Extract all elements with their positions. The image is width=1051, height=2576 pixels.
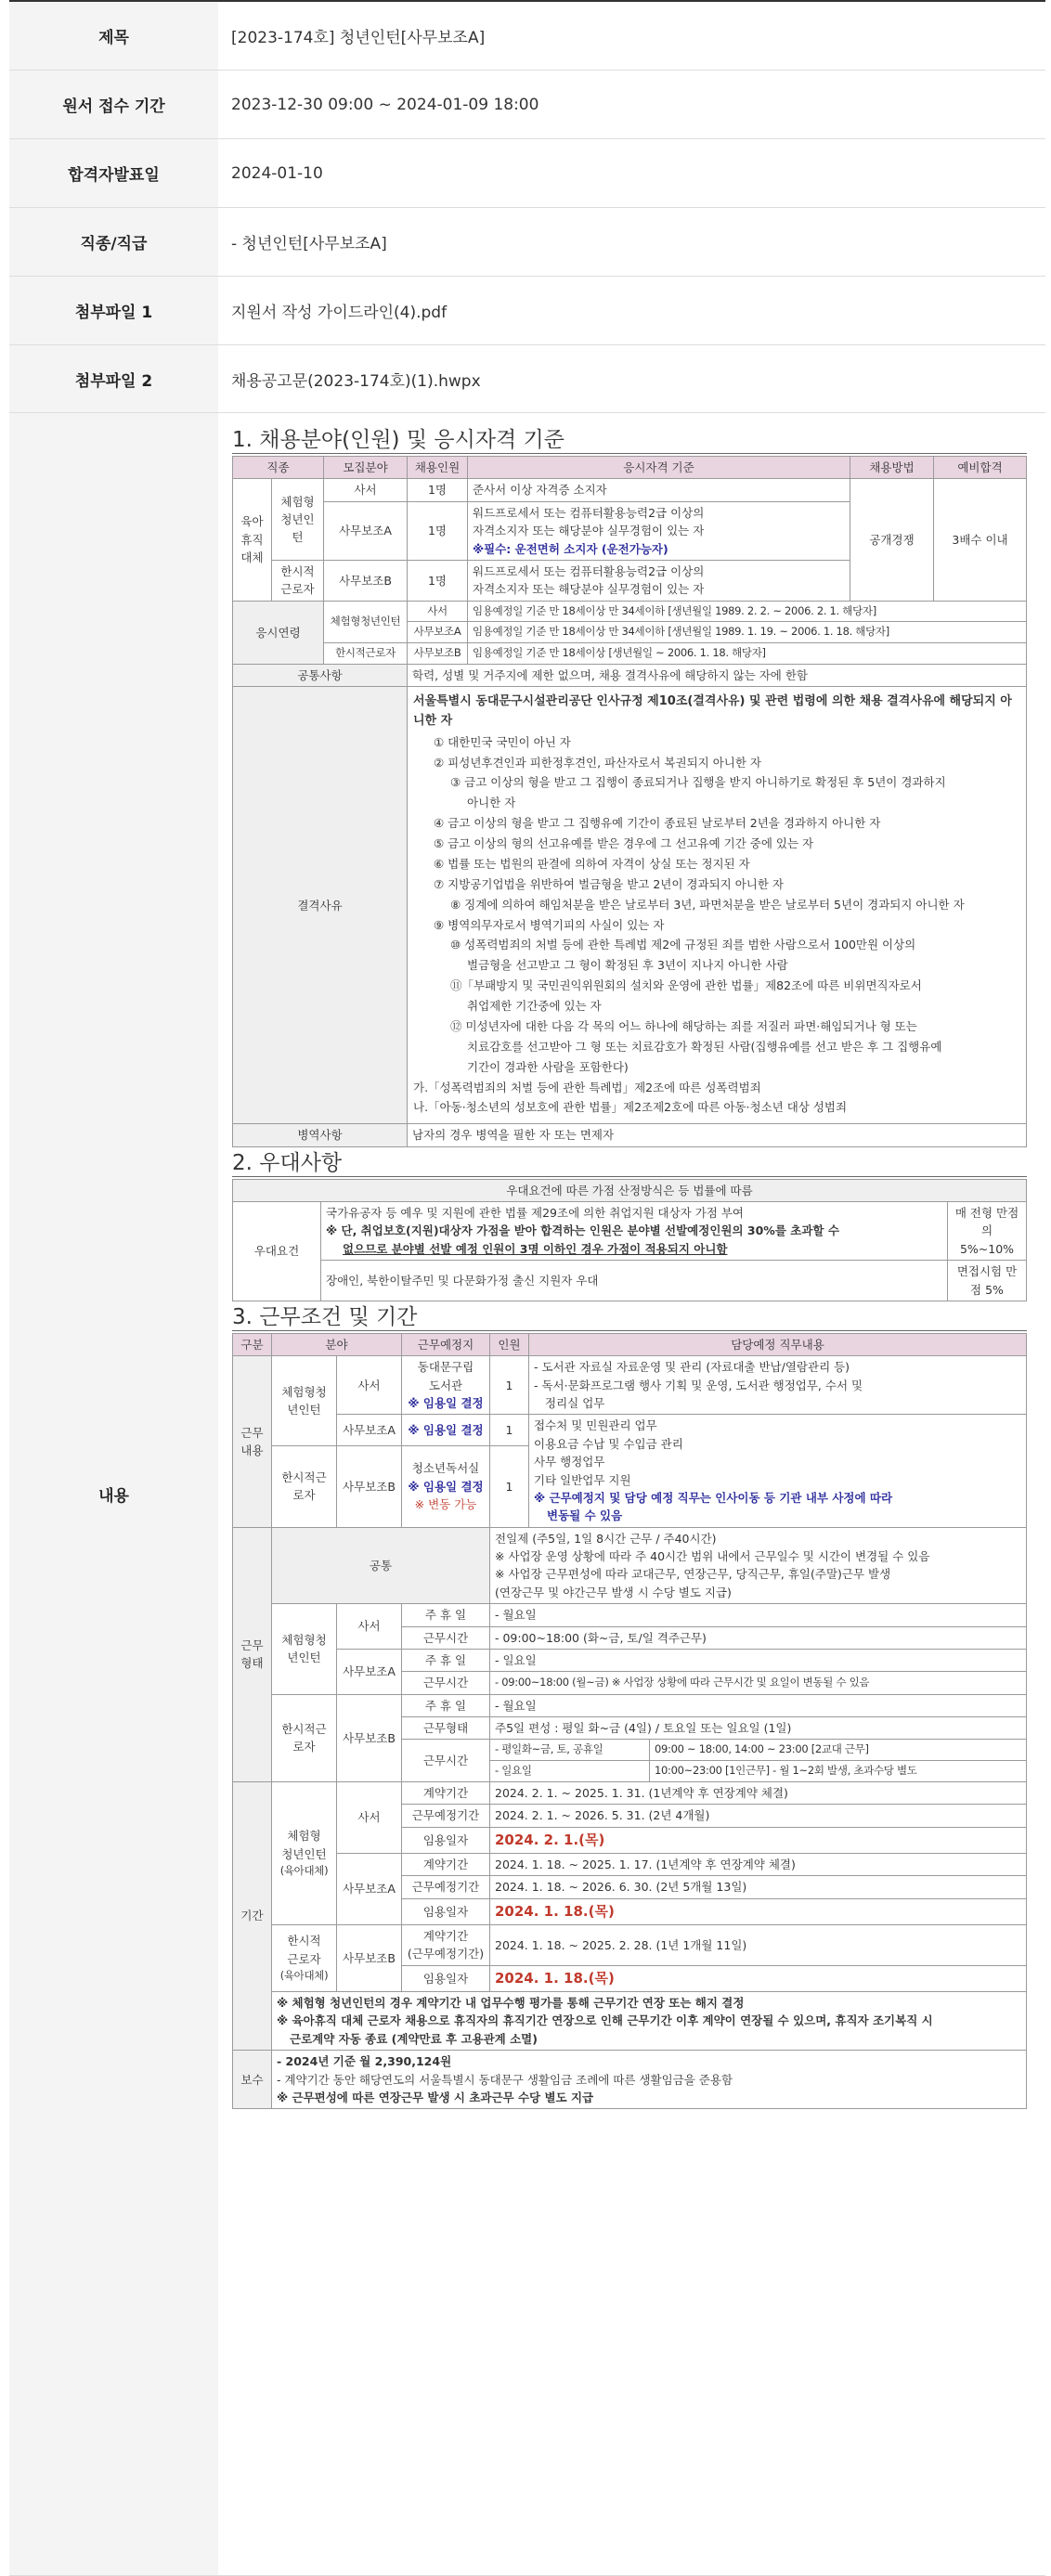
row-content [9, 413, 1045, 2576]
work-place-librarian-1: 동대문구립 [417, 1360, 474, 1375]
period-category-intern-1: 체험형 [287, 1829, 321, 1844]
form-category-intern: 체험형청년인턴 [272, 1604, 337, 1695]
period-field-office-a: 사무보조A [337, 1854, 402, 1925]
military-row [233, 1124, 1027, 1146]
period-office-b-contract-label-2: (근무예정기간) [407, 1947, 485, 1961]
work-category-intern: 체험형청년인턴 [272, 1356, 337, 1446]
qual-librarian: 준사서 이상 자격증 소지자 [468, 479, 850, 501]
period-office-b-contract-label [402, 1925, 490, 1966]
recruit-method: 공개경쟁 [850, 479, 934, 601]
work-duty-librarian-1: - 도서관 자료실 자료운영 및 관리 (자료대출 반납/열람관리 등) [534, 1360, 850, 1375]
count-librarian: 1명 [408, 479, 468, 501]
age-field-office-b: 사무보조B [408, 643, 468, 665]
period-note-2: ※ 육아휴직 대체 근로자 채용으로 휴직자의 휴직기간 연장으로 인해 근무기간 이후 계약이 연장될 수 있으며, 휴직자 조기복직 시 [277, 2013, 933, 2028]
period-field-librarian: 사서 [337, 1782, 402, 1854]
recruitment-header-row [233, 457, 1027, 479]
form-office-b-form-label: 근무형태 [402, 1717, 490, 1740]
row-attachment-2 [9, 345, 1045, 413]
age-office-a: 임용예정일 기준 만 18세이상 만 34세이하 [생년월일 1989. 1. 19. ~ 2006. 1. 18. 해당자] [468, 622, 1027, 643]
age-row-office-b [233, 643, 1027, 665]
work-place-office-b-1: 청소년독서실 [411, 1461, 480, 1476]
attachment-1-label: 첨부파일 1 [9, 277, 218, 344]
preference-label: 우대요건 [233, 1202, 321, 1301]
period-librarian-start: 2024. 2. 1.(목) [490, 1827, 1027, 1853]
recruitment-table [232, 456, 1027, 1147]
work-place-librarian-3: ※ 임용일 결정 [408, 1396, 484, 1411]
pay-content [272, 2051, 1027, 2109]
work-count-office-b: 1 [490, 1446, 529, 1527]
form-office-b-holiday: - 월요일 [490, 1694, 1027, 1716]
work-count-librarian: 1 [490, 1356, 529, 1415]
period-category-temp-2: 근로자 [287, 1951, 321, 1966]
period-label: 기간 [233, 1782, 272, 2051]
military-label: 병역사항 [233, 1124, 408, 1146]
disqualification-item: ④ 금고 이상의 형을 받고 그 집행유예 기간이 종료된 날로부터 2년을 경과하지 아니한 자 [434, 816, 881, 831]
period-librarian-wperiod-label: 근무예정기간 [402, 1805, 490, 1827]
military-text: 남자의 경우 병역을 필한 자 또는 면제자 [408, 1124, 1027, 1146]
disqualification-item: 나.「아동·청소년의 성보호에 관한 법률」제2조제2호에 따른 아동·청소년 대상 성범죄 [413, 1100, 848, 1115]
form-row-office-a-holiday [233, 1649, 1027, 1671]
work-header-division: 구분 [233, 1333, 272, 1355]
period-office-b-contract: 2024. 1. 18. ~ 2025. 2. 28. (1년 1개월 11일) [490, 1925, 1027, 1966]
form-office-b-time-label: 근무시간 [402, 1740, 490, 1782]
work-content-label: 근무내용 [233, 1356, 272, 1527]
form-office-a-time: - 09:00~18:00 (월~금) ※ 사업장 상황에 따라 근무시간 및 요일이 변동될 수 있음 [490, 1672, 1027, 1694]
field-office-b: 사무보조B [324, 560, 408, 601]
pay-label: 보수 [233, 2051, 272, 2109]
count-office-a: 1명 [408, 501, 468, 560]
preference-veterans-note: ※ 단, 취업보호(지원)대상자 가점을 받아 합격하는 인원은 분야별 선발예정인원의 30%를 초과할 수 [326, 1223, 839, 1238]
qual-office-b-line1: 워드프로세서 또는 컴퓨터활용능력2급 이상의 [473, 563, 705, 578]
disqualification-item: ⑧ 징계에 의하여 해임처분을 받은 날로부터 3년, 파면처분을 받은 날로부터 5년이 경과되지 아니한 자 [450, 897, 965, 912]
form-office-b-form: 주5일 편성 : 평일 화~금 (4일) / 토요일 또는 일요일 (1일) [490, 1717, 1027, 1740]
disqualification-item: ⑦ 지방공기업법을 위반하여 벌금형을 받고 2년이 경과되지 아니한 자 [434, 876, 784, 891]
form-office-b-time1-days: - 평일화~금, 토, 공휴일 [490, 1740, 650, 1761]
header-qualification: 응시자격 기준 [468, 457, 850, 479]
qual-office-a-required: ※필수: 운전면허 소지자 (운전가능자) [473, 541, 668, 556]
period-category-temp-3: (육아대체) [279, 1969, 329, 1983]
period-librarian-wperiod: 2024. 2. 1. ~ 2026. 5. 31. (2년 4개월) [490, 1805, 1027, 1827]
attachment-1-link[interactable]: 지원서 작성 가이드라인(4).pdf [231, 304, 448, 322]
work-header-row [233, 1333, 1027, 1355]
disqualification-item: ⑫ 미성년자에 대한 다음 각 목의 어느 하나에 해당하는 죄를 저질러 파면·해임되거나 형 또는 [450, 1018, 917, 1033]
preference-veterans [321, 1202, 948, 1261]
header-field: 모집분야 [324, 457, 408, 479]
preference-row-others [233, 1261, 1027, 1301]
period-office-a-contract-label: 계약기간 [402, 1854, 490, 1876]
period-field-office-b: 사무보조B [337, 1925, 402, 1992]
period-category-temp [272, 1925, 337, 1992]
disqualification-item: 가.「성폭력범죄의 처벌 등에 관한 특례법」제2조에 따른 성폭력범죄 [413, 1080, 761, 1094]
age-office-b: 임용예정일 기준 만 18세이상 [생년월일 ~ 2006. 1. 18. 해당자] [468, 643, 1027, 665]
form-librarian-time-label: 근무시간 [402, 1626, 490, 1649]
work-count-office-a: 1 [490, 1415, 529, 1446]
work-duty-office-3: 사무 행정업무 [534, 1455, 605, 1469]
common-text: 학력, 성별 및 거주지에 제한 없으며, 채용 결격사유에 해당하지 않는 자에 한함 [408, 665, 1027, 687]
work-form-label: 근무형태 [233, 1527, 272, 1781]
work-row-office-a [233, 1415, 1027, 1446]
period-office-b-contract-label-1: 계약기간 [422, 1929, 469, 1944]
period-notes-row [233, 1992, 1027, 2051]
disqualification-item: 취업제한 기간중에 있는 자 [467, 999, 602, 1014]
field-office-a: 사무보조A [324, 501, 408, 560]
application-period-value: 2023-12-30 09:00 ~ 2024-01-09 18:00 [231, 95, 539, 114]
job-posting-table [9, 0, 1045, 2576]
preference-row-veterans [233, 1202, 1027, 1261]
period-note-3: 근로계약 자동 종료 (계약만료 후 고용관계 소멸) [290, 2031, 538, 2046]
form-librarian-holiday-label: 주 휴 일 [402, 1604, 490, 1626]
category-temp: 한시적근로자 [272, 560, 324, 601]
disqualification-list [408, 687, 1027, 1124]
disqualification-label: 결격사유 [233, 687, 408, 1124]
form-row-librarian-holiday [233, 1604, 1027, 1626]
period-notes [272, 1992, 1027, 2051]
form-field-office-b: 사무보조B [337, 1694, 402, 1781]
disqualification-item: ⑨ 병역의무자로서 병역기피의 사실이 있는 자 [434, 917, 665, 932]
form-office-b-time2-hours: 10:00~23:00 [1인근무] - 월 1~2회 발생, 초과수당 별도 [650, 1761, 1027, 1782]
form-office-a-holiday: - 일요일 [490, 1649, 1027, 1671]
work-place-office-b [402, 1446, 490, 1527]
preference-veterans-line1: 국가유공자 등 예우 및 지원에 관한 법률 제29조에 의한 취업지원 대상자 가점 부여 [326, 1206, 744, 1221]
work-duty-note-1: ※ 근무예정지 및 담당 예정 직무는 인사이동 등 기관 내부 사정에 따라 [534, 1490, 893, 1505]
work-place-office-b-2: ※ 임용일 결정 [408, 1479, 484, 1494]
section-3-title: 3. 근무조건 및 기간 [232, 1305, 1027, 1331]
form-field-office-a: 사무보조A [337, 1649, 402, 1694]
work-header-count: 인원 [490, 1333, 529, 1355]
period-note-1: ※ 체험형 청년인턴의 경우 계약기간 내 업무수행 평가를 통해 근무기간 연장 또는 해지 결정 [277, 1996, 745, 2011]
work-place-librarian-2: 도서관 [428, 1378, 463, 1392]
row-job-grade [9, 208, 1045, 277]
form-common-1: 전일제 (주5일, 1일 8시간 근무 / 주40시간) [495, 1531, 717, 1546]
work-place-librarian [402, 1356, 490, 1415]
content-body [218, 413, 1045, 2575]
header-job-type: 직종 [233, 457, 324, 479]
qual-office-b [468, 560, 850, 601]
work-duty-office-4: 기타 일반업무 지원 [534, 1472, 631, 1487]
job-grade-label: 직종/직급 [9, 208, 218, 276]
form-office-a-holiday-label: 주 휴 일 [402, 1649, 490, 1671]
disqualification-intro: 서울특별시 동대문구시설관리공단 인사규정 제10조(결격사유) 및 관련 법령에 의한 채용 결격사유에 해당되지 아니한 자 [413, 694, 1012, 728]
period-office-b-start: 2024. 1. 18.(목) [490, 1965, 1027, 1991]
section-1-title: 1. 채용분야(인원) 및 응시자격 기준 [232, 428, 1027, 454]
disqualification-item: 아니한 자 [467, 796, 516, 810]
form-common-3: ※ 사업장 근무편성에 따라 교대근무, 연장근무, 당직근무, 휴일(주말)근무 발생 [495, 1567, 891, 1582]
form-office-b-time2-days: - 일요일 [490, 1761, 650, 1782]
reserve-pass: 3배수 이내 [934, 479, 1027, 601]
period-librarian-contract-label: 계약기간 [402, 1782, 490, 1805]
title-value: [2023-174호] 청년인턴[사무보조A] [231, 29, 486, 47]
category-intern: 체험형청년인턴 [272, 479, 324, 561]
period-row-office-b-contract [233, 1925, 1027, 1966]
form-common-4: (연장근무 및 야간근무 발생 시 수당 별도 지급) [495, 1585, 732, 1599]
age-category-temp: 한시적근로자 [324, 643, 408, 665]
period-category-intern-3: (육아대체) [279, 1864, 329, 1878]
period-row-office-a-contract [233, 1854, 1027, 1876]
form-field-librarian: 사서 [337, 1604, 402, 1650]
section-2-title: 2. 우대사항 [232, 1151, 1027, 1177]
period-office-a-contract: 2024. 1. 18. ~ 2025. 1. 17. (1년계약 후 연장계약 체결) [490, 1854, 1027, 1876]
work-duty-office-2: 이용요금 수납 및 수입금 관리 [534, 1436, 683, 1451]
common-row [233, 665, 1027, 687]
form-office-a-time-label: 근무시간 [402, 1672, 490, 1694]
preference-others: 장애인, 북한이탈주민 및 다문화가정 출신 지원자 우대 [321, 1261, 948, 1301]
disqualification-item: ② 피성년후견인과 피한정후견인, 파산자로서 복권되지 아니한 자 [434, 755, 761, 770]
work-duty-librarian-2: - 독서·문화프로그램 행사 기획 및 운영, 도서관 행정업무, 수서 및 [534, 1378, 863, 1392]
period-category-temp-1: 한시적 [287, 1934, 321, 1948]
field-librarian: 사서 [324, 479, 408, 501]
form-category-temp: 한시적근로자 [272, 1694, 337, 1781]
work-place-office-a: ※ 임용일 결정 [402, 1415, 490, 1446]
header-reserve: 예비합격 [934, 457, 1027, 479]
preference-veterans-note2: 없으므로 분야별 선발 예정 인원이 3명 이하인 경우 가점이 적용되지 아니함 [343, 1241, 728, 1256]
form-librarian-holiday: - 월요일 [490, 1604, 1027, 1626]
disqualification-item: 치료감호를 선고받아 그 형 또는 치료감호가 확정된 사람(집행유예를 선고 받은 후 그 집행유예 [467, 1039, 942, 1054]
work-header-field: 분야 [272, 1333, 402, 1355]
pay-line-1: - 2024년 기준 월 2,390,124원 [277, 2054, 452, 2069]
work-conditions-table [232, 1333, 1027, 2109]
work-duty-office-1: 접수처 및 민원관리 업무 [534, 1418, 657, 1433]
period-librarian-start-label: 임용일자 [402, 1827, 490, 1853]
form-row-office-b-holiday [233, 1694, 1027, 1716]
form-common-label: 공통 [272, 1527, 490, 1604]
group-label: 육아휴직대체 [233, 479, 272, 601]
disqualification-item: ① 대한민국 국민이 아닌 자 [434, 734, 571, 749]
preference-table [232, 1179, 1027, 1301]
disqualification-item: ⑩ 성폭력범죄의 처벌 등에 관한 특례법 제2에 규정된 죄를 범한 사람으로서 100만원 이상의 [450, 938, 916, 952]
period-category-intern [272, 1782, 337, 1925]
work-duty-office [529, 1415, 1027, 1527]
row-title [9, 2, 1045, 71]
common-label: 공통사항 [233, 665, 408, 687]
period-office-b-start-label: 임용일자 [402, 1965, 490, 1991]
header-count: 채용인원 [408, 457, 468, 479]
preference-veterans-score: 매 전형 만점의 5%~10% [948, 1202, 1027, 1261]
work-duty-librarian [529, 1356, 1027, 1415]
period-category-intern-2: 청년인턴 [281, 1846, 327, 1861]
count-office-b: 1명 [408, 560, 468, 601]
disqualification-row [233, 687, 1027, 1124]
disqualification-items [413, 732, 1020, 1119]
form-common-2: ※ 사업장 운영 상황에 따라 주 40시간 범위 내에서 근무일수 및 시간이 변경될 수 있음 [495, 1549, 930, 1564]
qual-office-a [468, 501, 850, 560]
title-label: 제목 [9, 2, 218, 70]
period-office-a-start: 2024. 1. 18.(목) [490, 1898, 1027, 1924]
work-field-office-a: 사무보조A [337, 1415, 402, 1446]
qual-office-b-line2: 자격소지자 또는 해당분야 실무경험이 있는 자 [473, 582, 705, 597]
age-label: 응시연령 [233, 601, 324, 664]
job-grade-value: - 청년인턴[사무보조A] [231, 235, 387, 253]
form-row-common [233, 1527, 1027, 1604]
period-row-librarian-contract [233, 1782, 1027, 1805]
work-field-librarian: 사서 [337, 1356, 402, 1415]
pay-line-2: - 계약기간 동안 해당연도의 서울특별시 동대문구 생활임금 조례에 따른 생활임금을 준용함 [277, 2072, 733, 2087]
work-place-office-b-3: ※ 변동 가능 [414, 1497, 477, 1512]
disqualification-item: ⑥ 법률 또는 법원의 판결에 의하여 자격이 상실 또는 정지된 자 [434, 856, 750, 871]
work-row-librarian [233, 1356, 1027, 1415]
preference-others-score: 면접시험 만점 5% [948, 1261, 1027, 1301]
pay-line-3: ※ 근무편성에 따른 연장근무 발생 시 초과근무 수당 별도 지급 [277, 2090, 594, 2104]
period-office-a-start-label: 임용일자 [402, 1898, 490, 1924]
age-field-office-a: 사무보조A [408, 622, 468, 643]
disqualification-item: ⑪「부패방지 및 국민권익위원회의 설치와 운영에 관한 법률」제82조에 따른 비위면직자로서 [450, 978, 922, 993]
row-application-period [9, 71, 1045, 139]
work-header-duty: 담당예정 직무내용 [529, 1333, 1027, 1355]
form-librarian-time: - 09:00~18:00 (화~금, 토/일 격주근무) [490, 1626, 1027, 1649]
preference-header-row [233, 1179, 1027, 1201]
disqualification-item: ⑤ 금고 이상의 형의 선고유예를 받은 경우에 그 선고유예 기간 중에 있는 자 [434, 836, 814, 851]
period-office-a-wperiod: 2024. 1. 18. ~ 2026. 6. 30. (2년 5개월 13일) [490, 1876, 1027, 1898]
attachment-2-link[interactable]: 채용공고문(2023-174호)(1).hwpx [231, 371, 481, 391]
preference-header: 우대요건에 따른 가점 산정방식은 등 법률에 따름 [233, 1179, 1027, 1201]
disqualification-item: 기간이 경과한 사람을 포함한다) [467, 1059, 629, 1074]
pay-row [233, 2051, 1027, 2109]
attachment-2-label: 첨부파일 2 [9, 345, 218, 412]
age-field-librarian: 사서 [408, 601, 468, 622]
qual-office-a-line1: 워드프로세서 또는 컴퓨터활용능력2급 이상의 [473, 505, 705, 520]
content-label: 내용 [9, 413, 218, 2575]
form-office-b-holiday-label: 주 휴 일 [402, 1694, 490, 1716]
age-category-intern: 체험형청년인턴 [324, 601, 408, 643]
age-row-librarian [233, 601, 1027, 622]
disqualification-item: ③ 금고 이상의 형을 받고 그 집행이 종료되거나 집행을 받지 아니하기로 확정된 후 5년이 경과하지 [450, 775, 946, 790]
age-librarian: 임용예정일 기준 만 18세이상 만 34세이하 [생년월일 1989. 2. 2. ~ 2006. 2. 1. 해당자] [468, 601, 1027, 622]
row-announcement-date [9, 139, 1045, 208]
work-field-office-b: 사무보조B [337, 1446, 402, 1527]
work-category-temp: 한시적근로자 [272, 1446, 337, 1527]
work-duty-librarian-3: 정리실 업무 [545, 1396, 605, 1411]
period-librarian-contract: 2024. 2. 1. ~ 2025. 1. 31. (1년계약 후 연장계약 체결) [490, 1782, 1027, 1805]
row-attachment-1 [9, 277, 1045, 345]
work-duty-note-2: 변동될 수 있음 [547, 1508, 623, 1523]
disqualification-item: 벌금형을 선고받고 그 형이 확정된 후 3년이 지나지 아니한 사람 [467, 958, 788, 973]
application-period-label: 원서 접수 기간 [9, 71, 218, 138]
period-office-a-wperiod-label: 근무예정기간 [402, 1876, 490, 1898]
form-common [490, 1527, 1027, 1604]
form-office-b-time1-hours: 09:00 ~ 18:00, 14:00 ~ 23:00 [2교대 근무] [650, 1740, 1027, 1761]
announcement-date-label: 합격자발표일 [9, 139, 218, 207]
recruitment-row-librarian [233, 479, 1027, 501]
work-header-place: 근무예정지 [402, 1333, 490, 1355]
header-method: 채용방법 [850, 457, 934, 479]
announcement-date-value: 2024-01-10 [231, 163, 323, 183]
qual-office-a-line2: 자격소지자 또는 해당분야 실무경험이 있는 자 [473, 524, 705, 538]
